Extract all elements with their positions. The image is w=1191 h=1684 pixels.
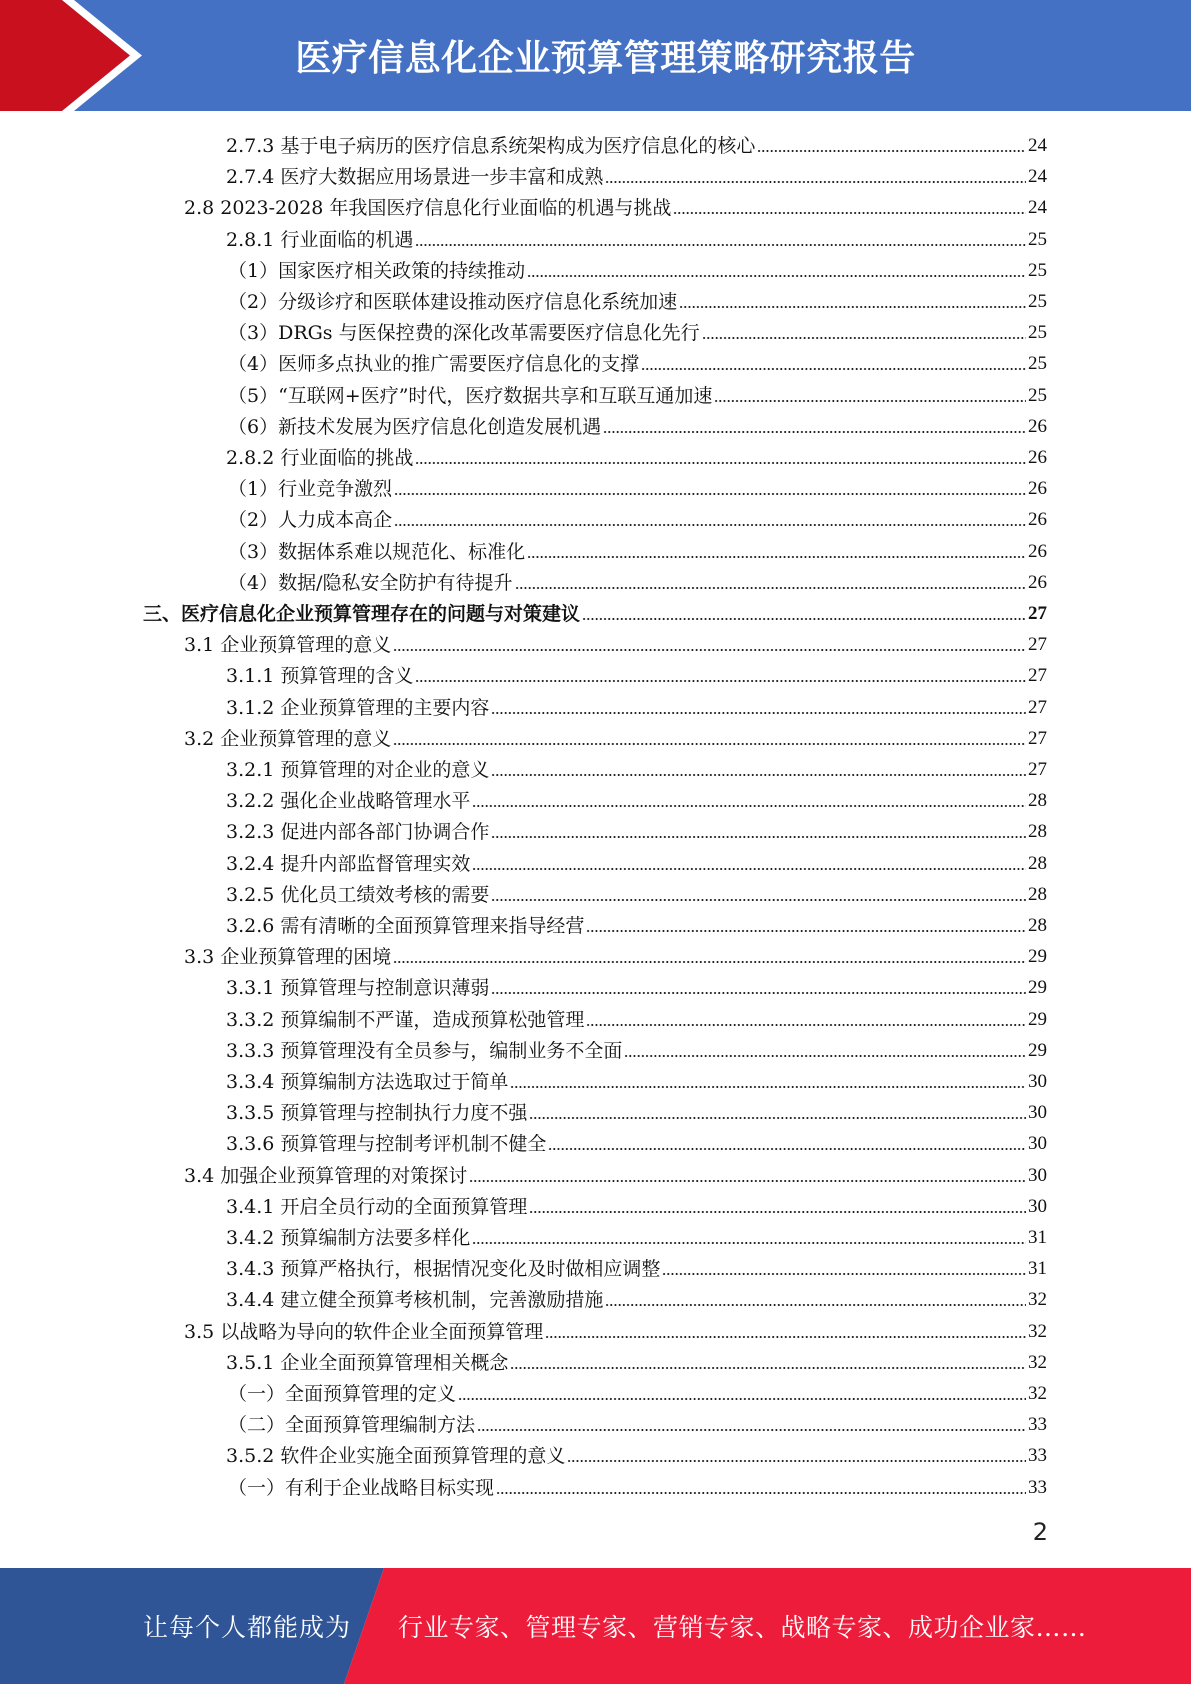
toc-leader-dots [679, 305, 1026, 309]
toc-entry-page: 27 [1028, 696, 1047, 718]
toc-entry-label: 2.8.2 行业面临的挑战 [226, 447, 414, 469]
toc-leader-dots [394, 523, 1026, 527]
toc-entry[interactable] [228, 252, 1047, 283]
toc-entry-page: 26 [1028, 447, 1047, 468]
toc-leader-dots [491, 835, 1026, 839]
toc-entry-label: 3.2 企业预算管理的意义 [184, 727, 392, 750]
toc-leader-dots [491, 898, 1026, 902]
toc-entry[interactable] [228, 564, 1047, 595]
toc-entry[interactable] [228, 314, 1047, 345]
toc-entry[interactable] [228, 408, 1047, 439]
toc-leader-dots [586, 929, 1026, 933]
toc-leader-dots [515, 586, 1027, 590]
toc-entry-page: 31 [1028, 1227, 1047, 1248]
toc-entry-label: （3）DRGs 与医保控费的深化改革需要医疗信息化先行 [228, 322, 700, 345]
toc-entry[interactable] [184, 1157, 1047, 1188]
footer-slogan-left: 让每个人都能成为 [143, 1613, 352, 1642]
toc-entry-label: 3.2.5 优化员工绩效考核的需要 [226, 883, 490, 906]
toc-leader-dots [641, 367, 1026, 371]
toc-leader-dots [415, 243, 1026, 247]
toc-leader-dots [702, 336, 1026, 340]
toc-entry-label: 3.2.1 预算管理的对企业的意义 [226, 759, 490, 781]
toc-entry[interactable] [184, 938, 1047, 969]
toc-leader-dots [472, 804, 1026, 808]
toc-entry[interactable] [226, 1125, 1047, 1156]
toc-entry[interactable] [226, 1250, 1047, 1281]
toc-entry[interactable] [228, 283, 1047, 314]
toc-entry-label: 3.2.6 需有清晰的全面预算管理来指导经营 [226, 915, 585, 937]
toc-leader-dots [491, 991, 1026, 995]
toc-entry-label: 3.5.1 企业全面预算管理相关概念 [226, 1351, 509, 1374]
toc-leader-dots [394, 492, 1026, 496]
toc-leader-dots [527, 274, 1026, 278]
toc-leader-dots [469, 1179, 1026, 1183]
toc-entry[interactable] [226, 158, 1047, 189]
toc-entry[interactable] [143, 595, 1047, 626]
toc-entry[interactable] [226, 657, 1047, 688]
toc-entry-label: 3.3.2 预算编制不严谨，造成预算松弛管理 [226, 1008, 585, 1031]
toc-entry[interactable] [226, 1188, 1047, 1219]
toc-entry-page: 28 [1028, 821, 1047, 843]
toc-entry-label: 3.4.1 开启全员行动的全面预算管理 [226, 1195, 528, 1218]
toc-entry-label: 3.1 企业预算管理的意义 [184, 634, 392, 657]
toc-entry-label: 3.4.2 预算编制方法要多样化 [226, 1227, 471, 1249]
toc-entry[interactable] [226, 1001, 1047, 1032]
toc-entry-label: 3.3.6 预算管理与控制考评机制不健全 [226, 1133, 547, 1156]
toc-entry[interactable] [226, 689, 1047, 720]
toc-entry-page: 24 [1028, 197, 1047, 219]
toc-entry[interactable] [226, 127, 1047, 158]
toc-entry-label: 3.4.4 建立健全预算考核机制，完善激励措施 [226, 1289, 604, 1312]
toc-entry-label: 3.3.5 预算管理与控制执行力度不强 [226, 1102, 528, 1125]
toc-leader-dots [415, 679, 1026, 683]
toc-leader-dots [673, 211, 1026, 215]
toc-entry-label: 3.5 以战略为导向的软件企业全面预算管理 [184, 1320, 544, 1343]
toc-entry-page: 30 [1028, 1102, 1047, 1124]
toc-entry[interactable] [226, 1094, 1047, 1125]
toc-entry-page: 26 [1028, 540, 1047, 562]
toc-leader-dots [605, 180, 1026, 184]
toc-leader-dots [529, 1116, 1026, 1120]
toc-leader-dots [393, 648, 1026, 652]
toc-entry-page: 26 [1028, 509, 1047, 531]
toc-leader-dots [582, 617, 1026, 621]
toc-entry-page: 27 [1028, 634, 1047, 656]
toc-entry-page: 24 [1028, 135, 1047, 156]
toc-entry-label: 3.3 企业预算管理的困境 [184, 946, 392, 969]
toc-leader-dots [477, 1428, 1026, 1432]
toc-entry-label: （2）分级诊疗和医联体建设推动医疗信息化系统加速 [228, 291, 678, 313]
toc-entry[interactable] [226, 907, 1047, 938]
toc-entry[interactable] [228, 1375, 1047, 1406]
toc-entry-label: （5）“互联网+医疗”时代，医疗数据共享和互联互通加速 [228, 384, 713, 407]
toc-entry-page: 29 [1028, 946, 1047, 968]
toc-leader-dots [567, 1459, 1026, 1463]
toc-entry-page: 28 [1028, 915, 1047, 936]
toc-leader-dots [496, 1491, 1026, 1495]
toc-entry-page: 24 [1028, 166, 1047, 188]
toc-entry-label: 3.1.2 企业预算管理的主要内容 [226, 696, 490, 719]
toc-entry[interactable] [184, 626, 1047, 657]
toc-entry-page: 28 [1028, 790, 1047, 812]
toc-entry[interactable] [226, 221, 1047, 252]
toc-entry-page: 25 [1028, 353, 1047, 375]
toc-entry-page: 32 [1028, 1383, 1047, 1404]
toc-entry-label: 3.3.3 预算管理没有全员参与，编制业务不全面 [226, 1039, 623, 1062]
toc-entry-page: 30 [1028, 1133, 1047, 1155]
toc-leader-dots [415, 461, 1026, 465]
toc-entry-label: 3.5.2 软件企业实施全面预算管理的意义 [226, 1445, 566, 1468]
toc-entry[interactable] [184, 189, 1047, 220]
toc-entry-page: 25 [1028, 228, 1047, 250]
toc-entry-page: 27 [1028, 665, 1047, 687]
toc-entry-label: 3.1.1 预算管理的含义 [226, 665, 414, 688]
page-number: 2 [1032, 1518, 1048, 1546]
toc-entry-page: 30 [1028, 1071, 1047, 1092]
toc-entry-label: （2）人力成本高企 [228, 509, 393, 532]
toc-entry-label: （1）行业竞争激烈 [228, 478, 393, 501]
toc-entry[interactable] [226, 439, 1047, 470]
report-header [0, 0, 1191, 111]
toc-entry-page: 27 [1028, 727, 1047, 749]
toc-leader-dots [458, 1397, 1026, 1401]
toc-entry[interactable] [228, 377, 1047, 408]
toc-entry-label: 2.7.3 基于电子病历的医疗信息系统架构成为医疗信息化的核心 [226, 135, 756, 157]
toc-entry-page: 32 [1028, 1320, 1047, 1342]
toc-entry-page: 26 [1028, 571, 1047, 593]
toc-entry-label: 3.2.4 提升内部监督管理实效 [226, 852, 471, 875]
toc-entry[interactable] [228, 501, 1047, 532]
toc-entry-label: 三、医疗信息化企业预算管理存在的问题与对策建议 [143, 603, 581, 625]
toc-entry[interactable] [226, 845, 1047, 876]
toc-entry[interactable] [226, 1344, 1047, 1375]
toc-entry-page: 25 [1028, 291, 1047, 312]
toc-leader-dots [662, 1272, 1026, 1276]
toc-leader-dots [624, 1054, 1026, 1058]
toc-entry-page: 25 [1028, 322, 1047, 344]
toc-leader-dots [714, 399, 1026, 403]
toc-entry-label: 3.4.3 预算严格执行，根据情况变化及时做相应调整 [226, 1258, 661, 1281]
toc-entry[interactable] [228, 1406, 1047, 1437]
toc-entry-page: 33 [1028, 1476, 1047, 1498]
footer-banner [0, 1568, 1191, 1684]
toc-entry[interactable] [228, 345, 1047, 376]
toc-leader-dots [510, 1366, 1026, 1370]
toc-entry[interactable] [226, 876, 1047, 907]
toc-entry[interactable] [226, 1063, 1047, 1094]
toc-entry-label: 3.4 加强企业预算管理的对策探讨 [184, 1164, 468, 1187]
toc-entry-label: （一）有利于企业战略目标实现 [228, 1476, 495, 1499]
toc-leader-dots [757, 149, 1026, 153]
toc-leader-dots [548, 1147, 1026, 1151]
toc-leader-dots [393, 742, 1026, 746]
toc-entry-page: 30 [1028, 1164, 1047, 1186]
toc-entry-label: 3.3.4 预算编制方法选取过于简单 [226, 1071, 509, 1093]
toc-entry-label: （4）数据/隐私安全防护有待提升 [228, 571, 513, 594]
toc-leader-dots [491, 711, 1026, 715]
toc-entry[interactable] [228, 1469, 1047, 1500]
toc-entry-page: 33 [1028, 1445, 1047, 1467]
toc-entry-page: 28 [1028, 883, 1047, 905]
report-title: 医疗信息化企业预算管理策略研究报告 [295, 38, 916, 79]
toc-leader-dots [605, 1303, 1026, 1307]
toc-entry[interactable] [226, 1437, 1047, 1468]
toc-entry-page: 27 [1028, 603, 1047, 624]
toc-leader-dots [603, 430, 1026, 434]
toc-leader-dots [472, 1241, 1026, 1245]
toc-entry-page: 31 [1028, 1258, 1047, 1280]
toc-entry-page: 30 [1028, 1195, 1047, 1217]
toc-entry[interactable] [226, 969, 1047, 1000]
toc-entry[interactable] [226, 1032, 1047, 1063]
toc-entry[interactable] [226, 751, 1047, 782]
toc-leader-dots [472, 867, 1026, 871]
toc-entry-page: 32 [1028, 1351, 1047, 1373]
toc-entry-page: 27 [1028, 759, 1047, 780]
toc-leader-dots [393, 960, 1026, 964]
toc-entry-label: （二）全面预算管理编制方法 [228, 1414, 476, 1437]
toc-entry-page: 29 [1028, 1008, 1047, 1030]
toc-entry-label: （3）数据体系难以规范化、标准化 [228, 540, 526, 563]
toc-entry[interactable] [226, 782, 1047, 813]
toc-entry-page: 26 [1028, 478, 1047, 500]
toc-entry-label: 3.3.1 预算管理与控制意识薄弱 [226, 977, 490, 1000]
toc-entry[interactable] [184, 720, 1047, 751]
toc-entry-page: 33 [1028, 1414, 1047, 1436]
toc-entry-page: 29 [1028, 977, 1047, 999]
toc-leader-dots [491, 773, 1026, 777]
toc-entry-label: （4）医师多点执业的推广需要医疗信息化的支撑 [228, 353, 640, 376]
toc-entry-label: 3.2.2 强化企业战略管理水平 [226, 790, 471, 813]
toc-entry[interactable] [228, 470, 1047, 501]
toc-entry[interactable] [228, 533, 1047, 564]
toc-entry-page: 25 [1028, 384, 1047, 406]
toc-entry-page: 32 [1028, 1289, 1047, 1311]
toc-leader-dots [529, 1210, 1026, 1214]
toc-entry[interactable] [226, 1281, 1047, 1312]
toc-leader-dots [545, 1335, 1026, 1339]
toc-entry-label: 2.8.1 行业面临的机遇 [226, 228, 414, 251]
toc-entry-label: 2.7.4 医疗大数据应用场景进一步丰富和成熟 [226, 166, 604, 189]
toc-entry[interactable] [184, 1313, 1047, 1344]
toc-entry[interactable] [226, 813, 1047, 844]
toc-entry-page: 26 [1028, 415, 1047, 437]
toc-leader-dots [510, 1085, 1026, 1089]
footer-slogan-right: 行业专家、管理专家、营销专家、战略专家、成功企业家…… [398, 1613, 1087, 1642]
toc-entry-page: 28 [1028, 852, 1047, 874]
toc-leader-dots [586, 1023, 1026, 1027]
toc-entry-label: （1）国家医疗相关政策的持续推动 [228, 259, 526, 282]
toc-entry-label: 2.8 2023-2028 年我国医疗信息化行业面临的机遇与挑战 [184, 197, 672, 220]
toc-entry-label: （6）新技术发展为医疗信息化创造发展机遇 [228, 415, 602, 438]
toc-entry-page: 29 [1028, 1039, 1047, 1061]
toc-entry-page: 25 [1028, 259, 1047, 281]
toc-entry-label: 3.2.3 促进内部各部门协调合作 [226, 821, 490, 844]
toc-leader-dots [527, 555, 1026, 559]
toc-entry[interactable] [226, 1219, 1047, 1250]
toc-entry-label: （一）全面预算管理的定义 [228, 1383, 457, 1405]
